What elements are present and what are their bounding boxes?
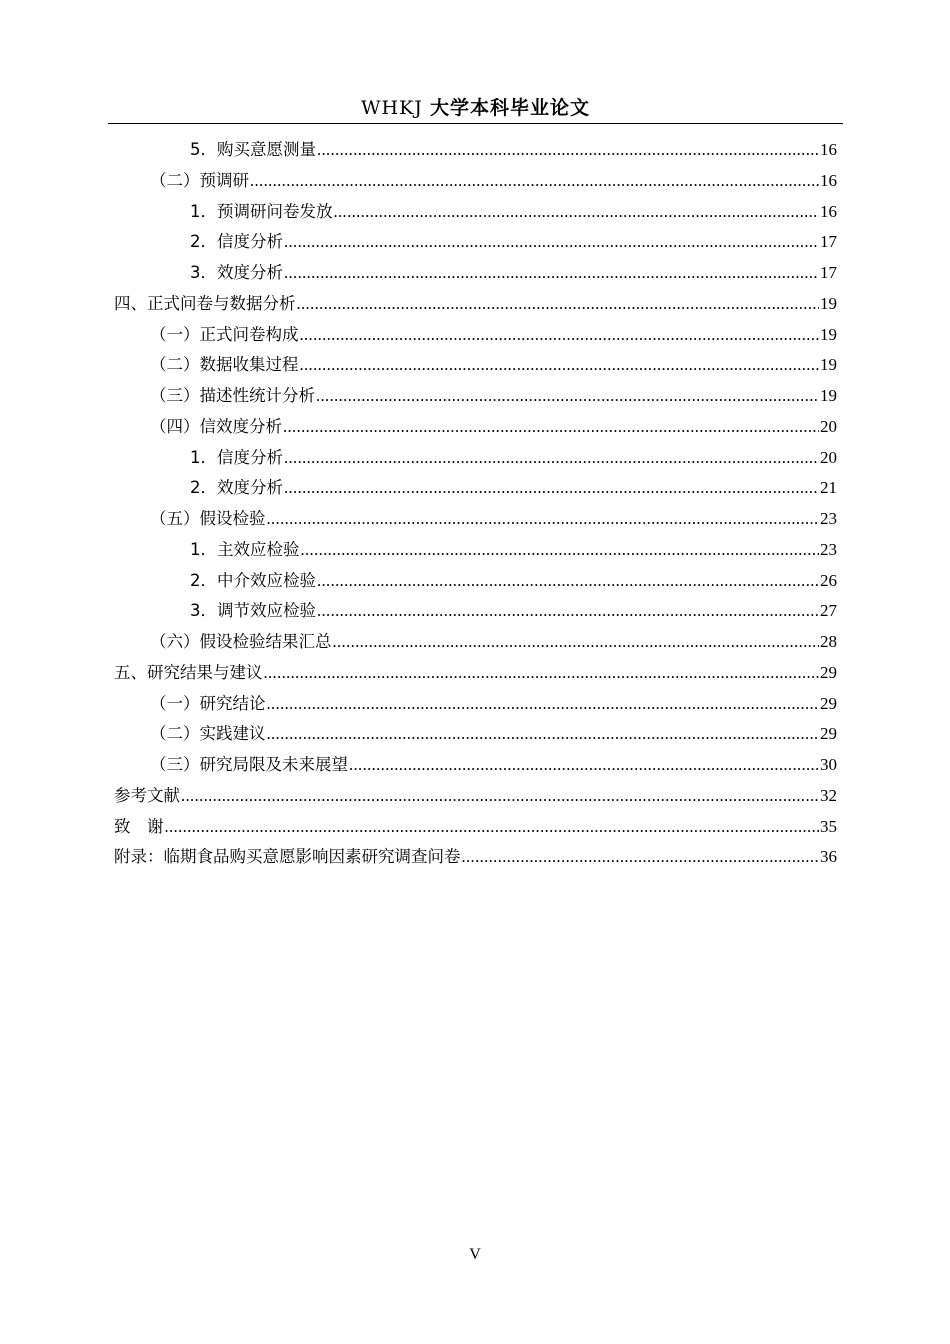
- toc-entry-title: （六）假设检验结果汇总: [150, 632, 332, 651]
- toc-entry-title: 2．效度分析: [190, 478, 283, 498]
- toc-entry-title: 1．预调研问卷发放: [190, 201, 333, 221]
- toc-entry-page: 17: [820, 263, 837, 282]
- toc-dot-leader: [284, 443, 819, 474]
- toc-entry[interactable]: [114, 689, 837, 720]
- toc-entry-title: （一）正式问卷构成: [150, 324, 299, 344]
- toc-entry[interactable]: [114, 750, 837, 781]
- toc-dot-leader: [334, 197, 820, 228]
- toc-entry-page: 16: [820, 170, 837, 190]
- toc-entry-title: 附录：临期食品购买意愿影响因素研究调查问卷: [114, 847, 461, 867]
- toc-entry-page: 28: [820, 632, 837, 651]
- table-of-contents: [114, 135, 837, 873]
- toc-dot-leader: [333, 627, 820, 658]
- toc-entry[interactable]: [114, 412, 837, 443]
- toc-entry[interactable]: [114, 719, 837, 750]
- header-title-text: 大学本科毕业论文: [429, 97, 590, 119]
- toc-entry-page: 29: [820, 662, 837, 682]
- toc-entry-page: 17: [820, 232, 837, 252]
- toc-entry-page: 16: [820, 140, 837, 159]
- toc-entry-title: 5．购买意愿测量: [190, 140, 316, 159]
- toc-entry-title: 四、正式问卷与数据分析: [114, 293, 296, 313]
- toc-entry-page: 16: [820, 201, 837, 221]
- toc-entry[interactable]: [114, 227, 837, 258]
- toc-entry-title: （五）假设检验: [150, 509, 266, 528]
- toc-entry[interactable]: [114, 812, 837, 843]
- toc-entry-page: 23: [820, 509, 837, 528]
- toc-dot-leader: [284, 227, 819, 258]
- toc-dot-leader: [264, 658, 820, 689]
- toc-entry[interactable]: [114, 443, 837, 474]
- page-header: [108, 94, 843, 122]
- toc-dot-leader: [283, 412, 819, 443]
- toc-dot-leader: [300, 350, 820, 381]
- toc-dot-leader: [300, 320, 820, 351]
- toc-entry[interactable]: [114, 781, 837, 812]
- toc-dot-leader: [267, 689, 820, 720]
- toc-entry[interactable]: [114, 197, 837, 228]
- toc-entry[interactable]: [114, 842, 837, 873]
- toc-entry-title: 参考文献: [114, 785, 180, 805]
- toc-entry-title: 五、研究结果与建议: [114, 662, 263, 682]
- toc-entry-page: 32: [820, 785, 837, 805]
- toc-entry-title: 1．信度分析: [190, 447, 283, 467]
- toc-entry-page: 26: [820, 570, 837, 590]
- toc-entry[interactable]: [114, 320, 837, 351]
- toc-entry[interactable]: [114, 135, 837, 166]
- toc-dot-leader: [284, 258, 819, 289]
- toc-dot-leader: [316, 381, 819, 412]
- toc-entry[interactable]: [114, 566, 837, 597]
- header-rule: [108, 123, 843, 124]
- toc-entry[interactable]: [114, 658, 837, 689]
- toc-entry[interactable]: [114, 596, 837, 627]
- toc-dot-leader: [297, 289, 820, 320]
- toc-entry-page: 19: [820, 355, 837, 375]
- toc-dot-leader: [284, 473, 819, 504]
- toc-dot-leader: [317, 135, 819, 166]
- toc-entry-page: 19: [820, 324, 837, 344]
- toc-entry-title: 1．主效应检验: [190, 539, 300, 559]
- toc-entry-title: （二）实践建议: [150, 724, 266, 744]
- toc-dot-leader: [267, 504, 820, 535]
- toc-entry-page: 21: [820, 478, 837, 498]
- toc-entry[interactable]: [114, 627, 837, 658]
- toc-entry-title: （二）预调研: [150, 170, 249, 190]
- toc-entry[interactable]: [114, 381, 837, 412]
- toc-entry-title: （三）描述性统计分析: [150, 386, 315, 405]
- toc-entry-page: 35: [820, 816, 837, 836]
- toc-entry-title: （三）研究局限及未来展望: [150, 755, 348, 774]
- toc-entry[interactable]: [114, 473, 837, 504]
- toc-entry[interactable]: [114, 289, 837, 320]
- toc-entry-title: 2．信度分析: [190, 232, 283, 252]
- toc-entry-page: 27: [820, 601, 837, 621]
- toc-entry-title: 3．效度分析: [190, 263, 283, 282]
- toc-entry-page: 29: [820, 693, 837, 713]
- toc-entry-page: 19: [820, 293, 837, 313]
- toc-dot-leader: [462, 842, 820, 873]
- toc-entry-page: 36: [820, 847, 837, 867]
- toc-entry[interactable]: [114, 535, 837, 566]
- toc-entry-page: 29: [820, 724, 837, 744]
- toc-entry-title: （一）研究结论: [150, 693, 266, 713]
- toc-entry-page: 23: [820, 539, 837, 559]
- toc-dot-leader: [165, 812, 820, 843]
- toc-dot-leader: [250, 166, 819, 197]
- toc-dot-leader: [267, 719, 820, 750]
- toc-entry-title: 致 谢: [114, 816, 164, 836]
- toc-entry[interactable]: [114, 166, 837, 197]
- toc-entry-title: （四）信效度分析: [150, 416, 282, 436]
- toc-entry[interactable]: [114, 258, 837, 289]
- toc-entry-page: 20: [820, 416, 837, 436]
- toc-entry-page: 19: [820, 386, 837, 405]
- toc-dot-leader: [181, 781, 819, 812]
- toc-dot-leader: [349, 750, 819, 781]
- toc-dot-leader: [317, 596, 819, 627]
- header-latin-text: WHKJ: [361, 97, 423, 119]
- toc-entry[interactable]: [114, 504, 837, 535]
- toc-entry[interactable]: [114, 350, 837, 381]
- page-number: V: [469, 1246, 481, 1263]
- toc-dot-leader: [317, 566, 819, 597]
- toc-dot-leader: [301, 535, 820, 566]
- toc-entry-page: 20: [820, 447, 837, 467]
- toc-entry-title: 3．调节效应检验: [190, 601, 316, 621]
- toc-entry-page: 30: [820, 755, 837, 774]
- toc-entry-title: （二）数据收集过程: [150, 355, 299, 375]
- toc-entry-title: 2．中介效应检验: [190, 570, 316, 590]
